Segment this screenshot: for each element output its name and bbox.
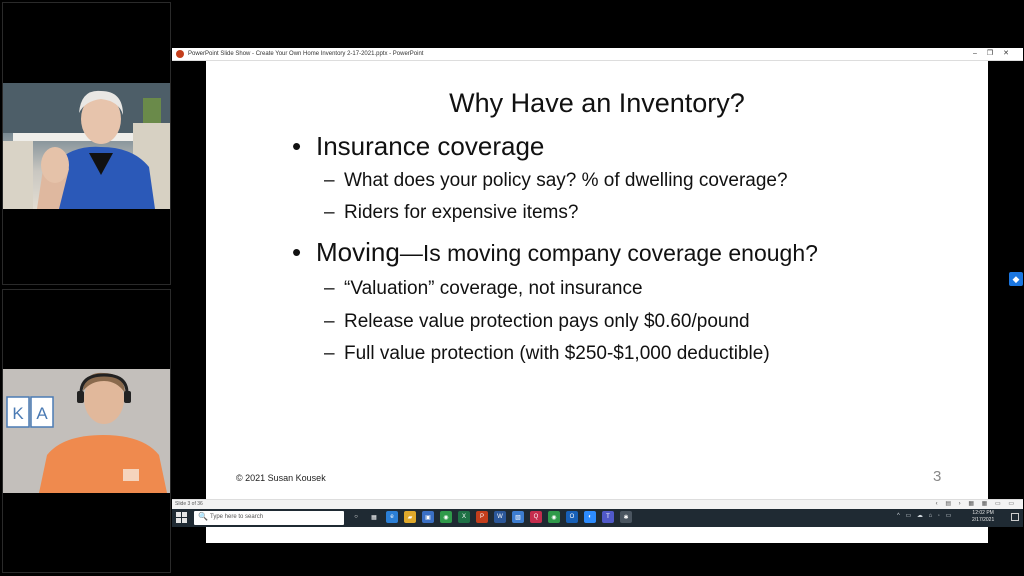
task-view-icon[interactable]: ○ xyxy=(350,511,362,523)
view-controls[interactable]: ‹ ▤ › ▦ ▦ ▭ ▭ xyxy=(935,501,1017,507)
slide-title: Why Have an Inventory? xyxy=(449,88,745,118)
slide-footer: © 2021 Susan Kousek xyxy=(236,473,326,483)
bullet-text: Moving xyxy=(316,237,400,267)
window-controls xyxy=(973,48,1019,59)
settings-icon[interactable]: ✱ xyxy=(620,511,632,523)
shared-screen xyxy=(172,48,1023,529)
slide[interactable] xyxy=(206,61,988,543)
word-icon[interactable]: W xyxy=(494,511,506,523)
chrome-icon[interactable]: ◉ xyxy=(440,511,452,523)
video-tile-participant[interactable] xyxy=(2,289,171,573)
taskbar-search-input[interactable] xyxy=(194,511,344,525)
presenter-video-feed xyxy=(3,83,170,209)
participant-video-feed xyxy=(3,369,170,493)
windows-taskbar xyxy=(172,509,1023,527)
video-tile-presenter[interactable] xyxy=(2,2,171,285)
file-explorer-icon[interactable]: ▰ xyxy=(404,511,416,523)
edge-icon[interactable]: e xyxy=(386,511,398,523)
dropbox-icon[interactable]: ◆ xyxy=(1009,272,1023,286)
chrome-2-icon[interactable]: ◉ xyxy=(548,511,560,523)
outlook-icon[interactable]: O xyxy=(566,511,578,523)
sub-bullet: – Release value protection pays only $0.60/pound xyxy=(324,311,750,332)
search-placeholder: Type here to search xyxy=(210,514,264,520)
app-red-icon[interactable]: Q xyxy=(530,511,542,523)
notification-icon[interactable] xyxy=(1011,513,1019,521)
participant-image xyxy=(3,369,170,493)
sub-bullet: – Riders for expensive items? xyxy=(324,202,579,223)
bullet-text-small: —Is moving company coverage enough? xyxy=(399,240,818,266)
ka-logo-k: K xyxy=(12,404,24,423)
taskbar-clock[interactable] xyxy=(972,510,994,524)
powerpoint-titlebar xyxy=(172,48,1023,61)
system-tray-icons[interactable]: ^ ▭ ☁ ⌂ ◦ ▭ xyxy=(897,513,954,519)
sub-bullet: – Full value protection (with $250-$1,000 deductible) xyxy=(324,343,770,364)
close-button[interactable]: ✕ xyxy=(1003,50,1019,57)
search-icon: 🔍 xyxy=(198,512,208,521)
clock-date: 2/17/2021 xyxy=(972,517,995,523)
window-title: PowerPoint Slide Show - Create Your Own Home Inventory 2-17-2021.pptx - PowerPoint xyxy=(188,51,424,57)
bullet-text: Insurance coverage xyxy=(316,131,545,161)
clock-time: 12:02 PM xyxy=(972,510,994,516)
widgets-icon[interactable]: ▦ xyxy=(368,511,380,523)
start-button[interactable] xyxy=(176,512,188,524)
bullet-insurance xyxy=(292,131,544,162)
minimize-button[interactable]: – xyxy=(972,50,987,57)
bullet-dot: • xyxy=(292,237,302,267)
excel-icon[interactable]: X xyxy=(458,511,470,523)
teams-icon[interactable]: T xyxy=(602,511,614,523)
taskbar-apps xyxy=(350,511,632,523)
ka-logo-a: A xyxy=(36,404,48,423)
presenter-image xyxy=(3,83,170,209)
slide-indicator: Slide 3 of 36 xyxy=(175,501,203,507)
zoom-icon[interactable]: ◐ xyxy=(584,511,596,523)
restore-button[interactable]: ❐ xyxy=(986,50,1004,57)
sub-bullet: – What does your policy say? % of dwelling coverage? xyxy=(324,170,788,191)
sub-bullet: – “Valuation” coverage, not insurance xyxy=(324,278,643,299)
bullet-moving xyxy=(292,237,818,268)
bullet-dot: • xyxy=(292,131,302,161)
powerpoint-icon[interactable]: P xyxy=(476,511,488,523)
slide-number: 3 xyxy=(933,468,942,485)
powerpoint-icon xyxy=(176,50,184,58)
store-icon[interactable]: ▣ xyxy=(422,511,434,523)
photos-icon[interactable]: ▧ xyxy=(512,511,524,523)
